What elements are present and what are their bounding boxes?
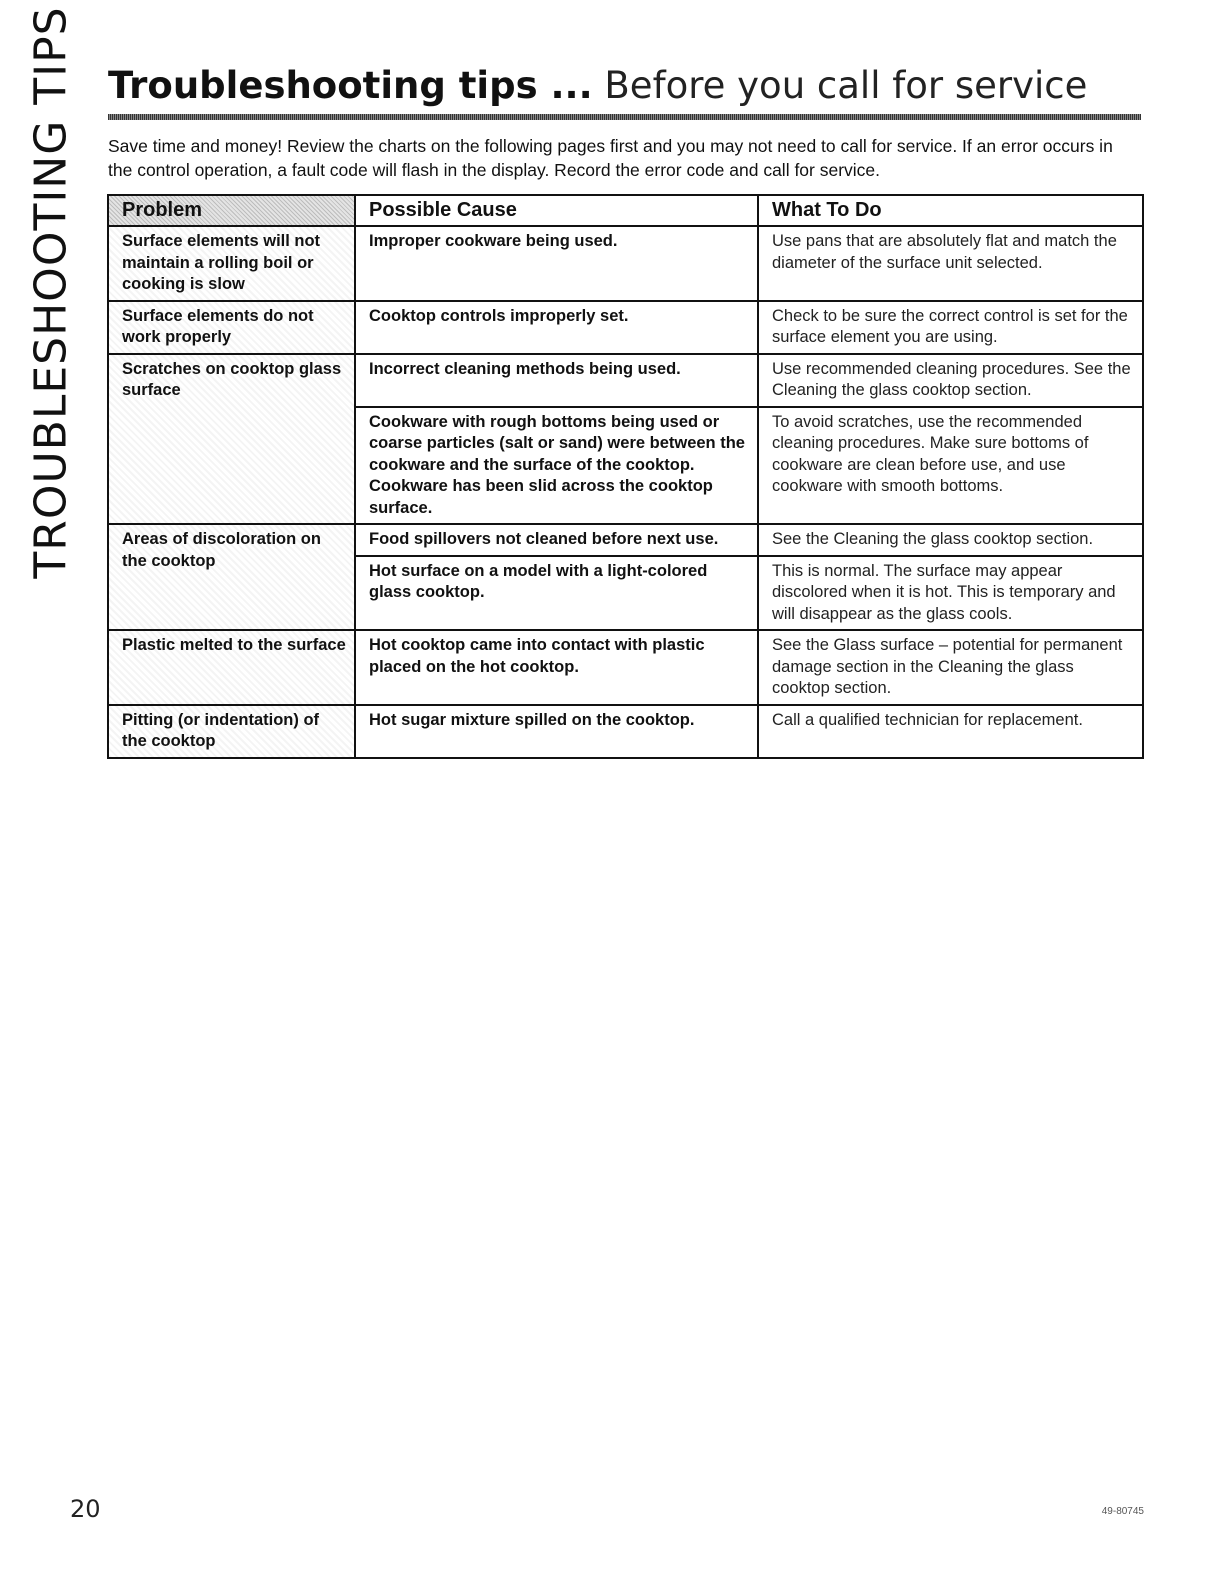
todo-cell: Use pans that are absolutely flat and match the diameter of the surface unit selected. bbox=[758, 226, 1143, 301]
side-section-tab bbox=[4, 6, 98, 579]
todo-cell: See the Glass surface – potential for permanent damage section in the Cleaning the glass cooktop section. bbox=[758, 630, 1143, 705]
page-title bbox=[108, 62, 1148, 110]
problem-cell: Surface elements will not maintain a rolling boil or cooking is slow bbox=[108, 226, 355, 301]
table-row bbox=[108, 301, 1143, 354]
page-title-main: Troubleshooting tips ... bbox=[108, 64, 593, 107]
table-row bbox=[108, 705, 1143, 758]
document-code: 49-80745 bbox=[1101, 1506, 1144, 1517]
problem-cell: Scratches on cooktop glass surface bbox=[108, 354, 355, 525]
problem-cell: Plastic melted to the surface bbox=[108, 630, 355, 705]
cause-cell: Incorrect cleaning methods being used. bbox=[355, 354, 758, 407]
cause-cell: Cookware with rough bottoms being used or coarse particles (salt or sand) were between the cookware and the surface of the cooktop. Cookware has been slid across the cooktop surface. bbox=[355, 407, 758, 525]
todo-cell: See the Cleaning the glass cooktop section. bbox=[758, 524, 1143, 556]
cause-cell: Improper cookware being used. bbox=[355, 226, 758, 301]
troubleshooting-table bbox=[107, 194, 1144, 759]
page-number: 20 bbox=[70, 1495, 101, 1523]
cause-cell: Food spillovers not cleaned before next use. bbox=[355, 524, 758, 556]
cause-cell: Hot sugar mixture spilled on the cooktop. bbox=[355, 705, 758, 758]
table-row bbox=[108, 354, 1143, 407]
table-row bbox=[108, 226, 1143, 301]
table-row bbox=[108, 630, 1143, 705]
todo-cell: This is normal. The surface may appear discolored when it is hot. This is temporary and will disappear as the glass cools. bbox=[758, 556, 1143, 631]
todo-cell: Check to be sure the correct control is set for the surface element you are using. bbox=[758, 301, 1143, 354]
problem-cell: Areas of discoloration on the cooktop bbox=[108, 524, 355, 630]
header-problem: Problem bbox=[108, 195, 355, 226]
cause-cell: Hot cooktop came into contact with plastic placed on the hot cooktop. bbox=[355, 630, 758, 705]
page-title-sub: Before you call for service bbox=[604, 64, 1088, 107]
todo-cell: Call a qualified technician for replacement. bbox=[758, 705, 1143, 758]
problem-cell: Surface elements do not work properly bbox=[108, 301, 355, 354]
header-what-to-do: What To Do bbox=[758, 195, 1143, 226]
problem-cell: Pitting (or indentation) of the cooktop bbox=[108, 705, 355, 758]
side-section-label: TROUBLESHOOTING TIPS bbox=[25, 6, 77, 579]
table-header-row bbox=[108, 195, 1143, 226]
title-rule bbox=[108, 114, 1141, 120]
table-row bbox=[108, 524, 1143, 556]
header-possible-cause: Possible Cause bbox=[355, 195, 758, 226]
todo-cell: Use recommended cleaning procedures. See the Cleaning the glass cooktop section. bbox=[758, 354, 1143, 407]
cause-cell: Hot surface on a model with a light-colored glass cooktop. bbox=[355, 556, 758, 631]
todo-cell: To avoid scratches, use the recommended cleaning procedures. Make sure bottoms of cookware are clean before use, and use cookware with smooth bottoms. bbox=[758, 407, 1143, 525]
intro-paragraph: Save time and money! Review the charts on the following pages first and you may not need to call for service. If an error occurs in the control operation, a fault code will flash in the display. Record the error code and call for service. bbox=[108, 136, 1113, 180]
cause-cell: Cooktop controls improperly set. bbox=[355, 301, 758, 354]
